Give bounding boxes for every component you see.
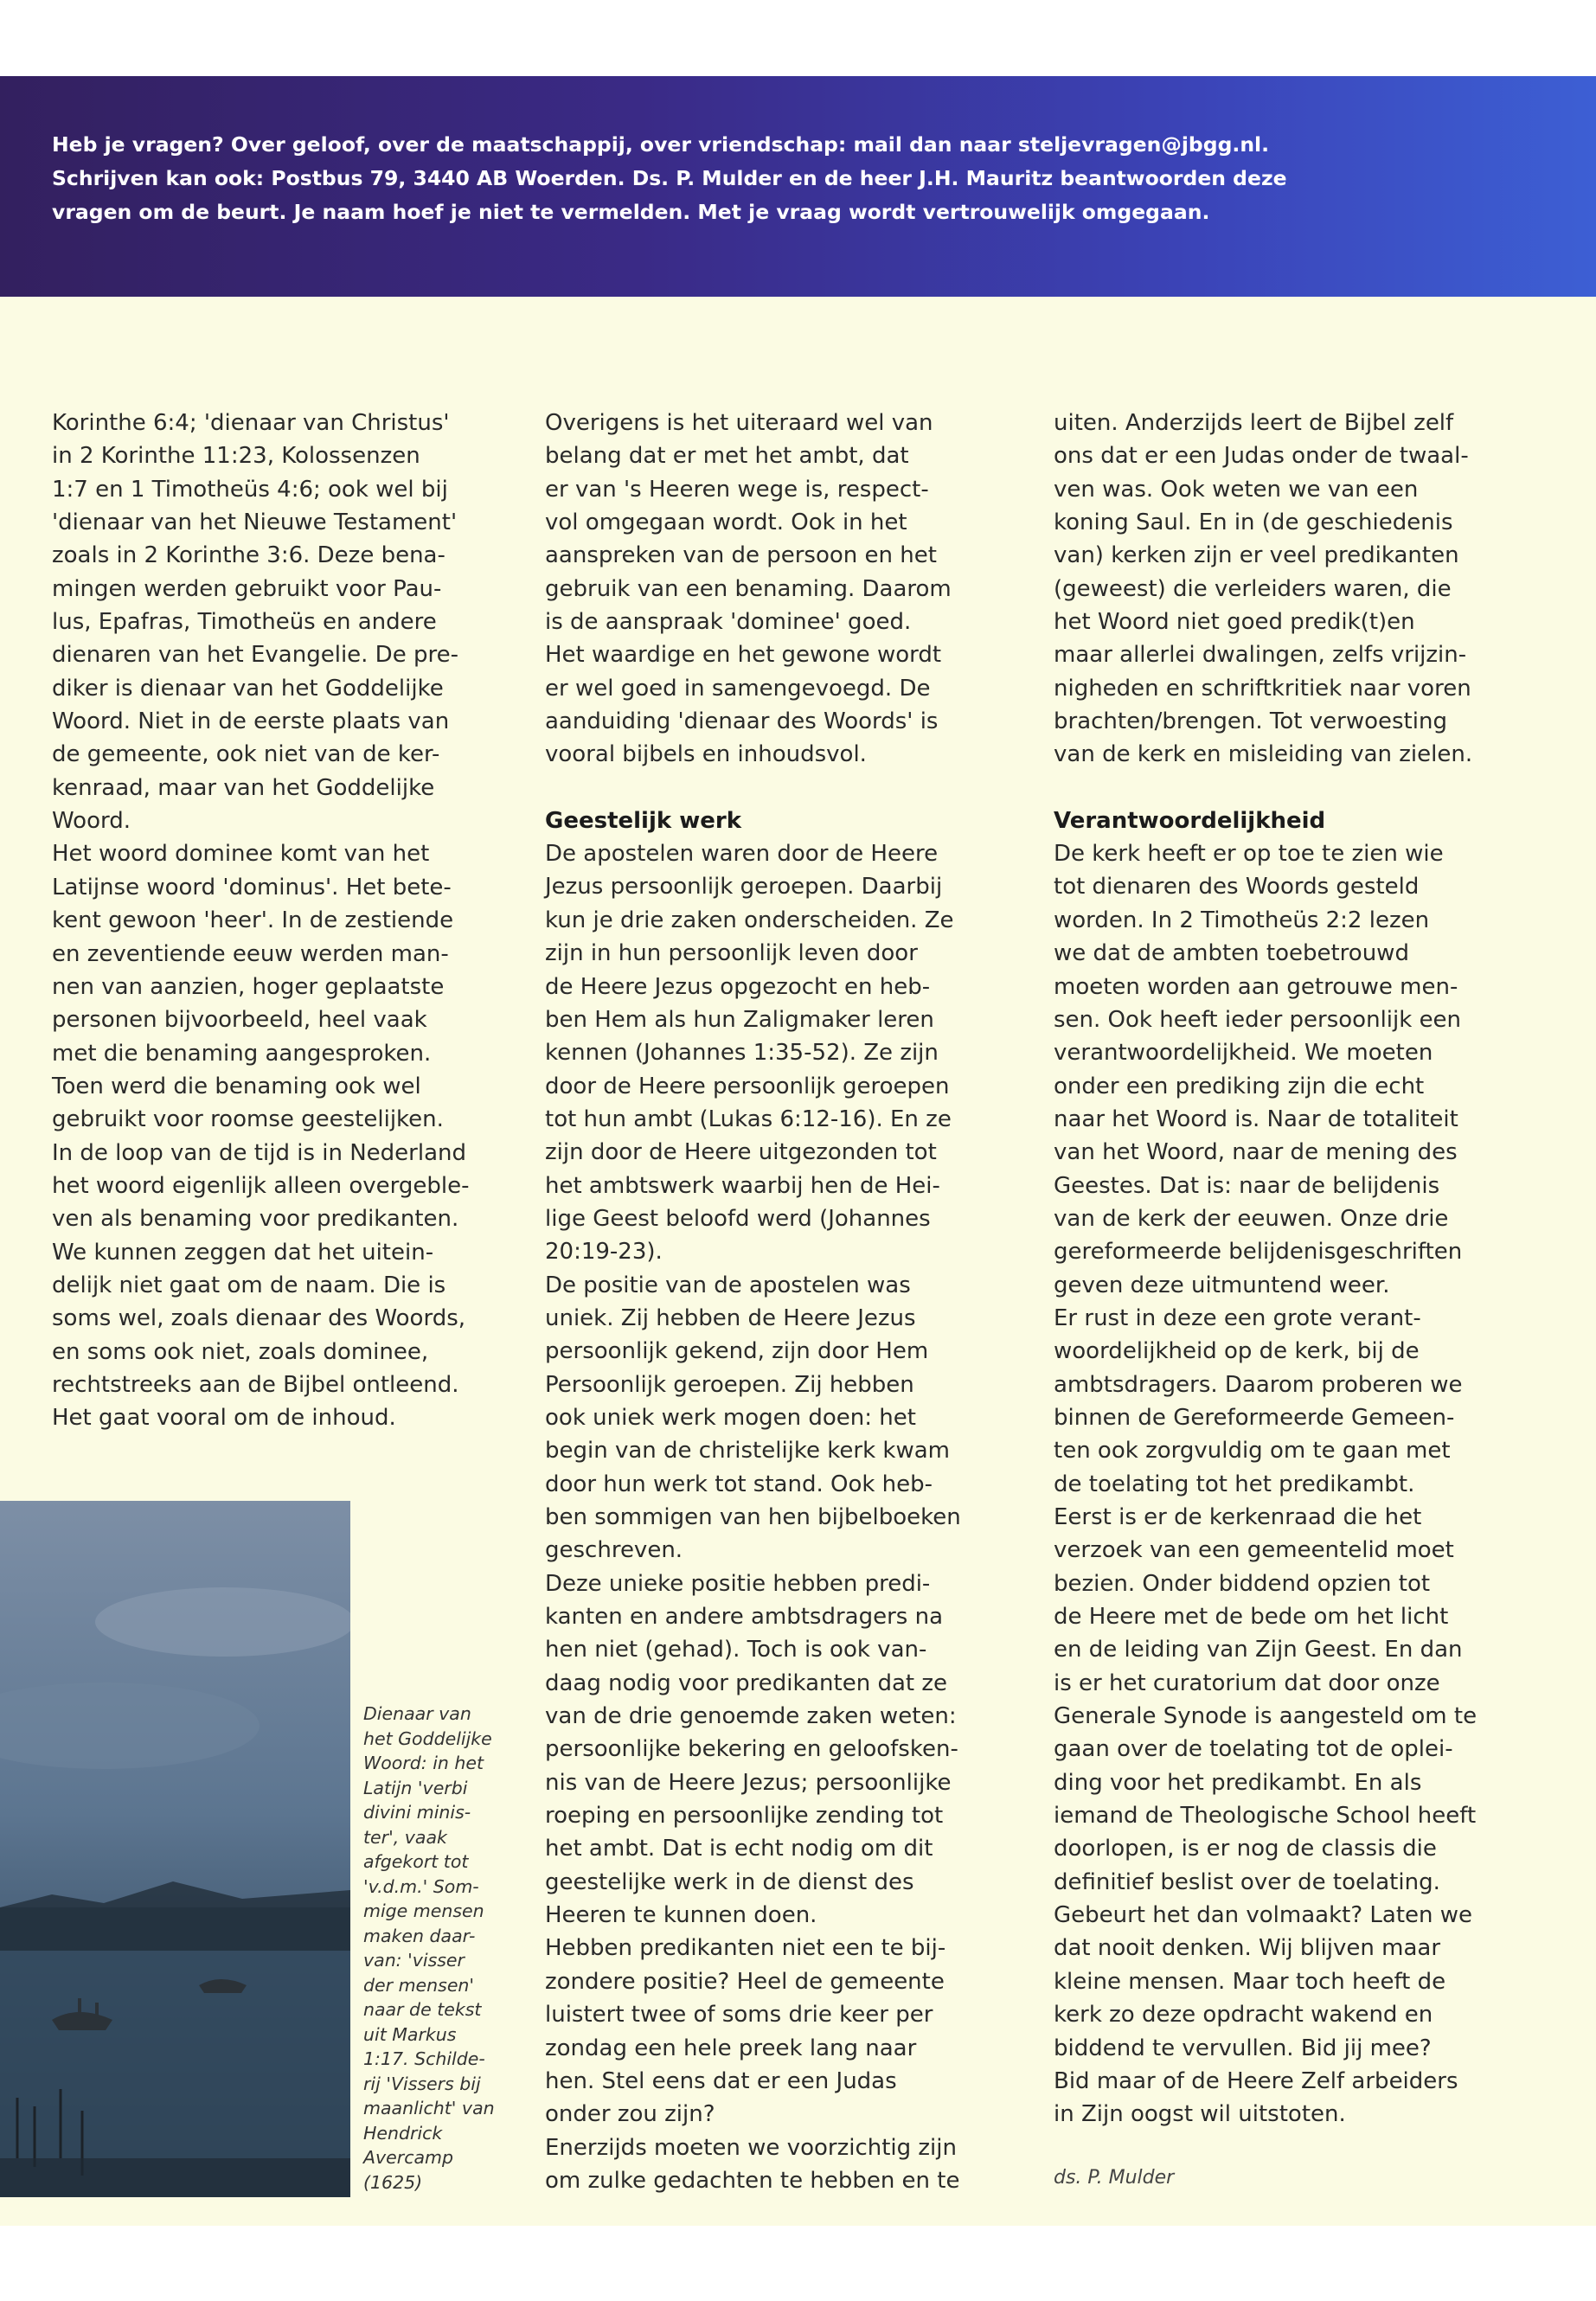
text-line: vooral bijbels en inhoudsvol. [545, 741, 867, 768]
text-line: biddend te vervullen. Bid jij mee? [1054, 2035, 1432, 2061]
text-line: Generale Synode is aangesteld om te [1054, 1703, 1477, 1730]
text-line: zondag een hele preek lang naar [545, 2035, 917, 2061]
text-line: de gemeente, ook niet van de ker- [52, 741, 440, 768]
text-line: definitief beslist over de toelating. [1054, 1868, 1440, 1895]
text-line: begin van de christelijke kerk kwam [545, 1438, 950, 1465]
text-line: 1:17. Schilde- [363, 2048, 485, 2069]
text-line: gaan over de toelating tot de oplei- [1054, 1736, 1453, 1763]
text-line: kanten en andere ambtsdragers na [545, 1604, 944, 1631]
text-line: maken daar- [363, 1925, 476, 1946]
text-line: nen van aanzien, hoger geplaatste [52, 973, 445, 1000]
text-line: In de loop van de tijd is in Nederland [52, 1139, 466, 1166]
text-line: kennen (Johannes 1:35-52). Ze zijn [545, 1040, 939, 1067]
text-line: het ambt. Dat is echt nodig om dit [545, 1836, 933, 1862]
text-line: 'dienaar van het Nieuwe Testament' [52, 510, 458, 536]
text-line: kleine mensen. Maar toch heeft de [1054, 1968, 1446, 1995]
text-line: naar het Woord is. Naar de totaliteit [1054, 1106, 1458, 1132]
text-line: er van 's Heeren wege is, respect- [545, 476, 929, 503]
column-3-body [1054, 837, 1538, 2131]
text-line: Eerst is er de kerkenraad die het [1054, 1504, 1422, 1530]
text-line: ambtsdragers. Daarom proberen we [1054, 1371, 1463, 1398]
text-line: ben Hem als hun Zaligmaker leren [545, 1006, 934, 1033]
text-line: kun je drie zaken onderscheiden. Ze [545, 907, 954, 933]
text-line: Bid maar of de Heere Zelf arbeiders [1054, 2067, 1458, 2094]
column-3-intro [1054, 407, 1538, 772]
text-line: ter', vaak [363, 1826, 447, 1848]
text-line: binnen de Gereformeerde Gemeen- [1054, 1404, 1455, 1431]
text-line: De apostelen waren door de Heere [545, 841, 939, 868]
text-line: lus, Epafras, Timotheüs en andere [52, 609, 437, 636]
text-line: zijn in hun persoonlijk leven door [545, 940, 918, 967]
text-line: onder zou zijn? [545, 2101, 715, 2128]
text-line: van het Woord, naar de mening des [1054, 1139, 1458, 1166]
text-line: Gebeurt het dan volmaakt? Laten we [1054, 1902, 1473, 1929]
text-line: ten ook zorgvuldig om te gaan met [1054, 1438, 1451, 1465]
text-line: de toelating tot het predikambt. [1054, 1471, 1415, 1497]
text-line: Toen werd die benaming ook wel [52, 1073, 421, 1099]
text-line: worden. In 2 Timotheüs 2:2 lezen [1054, 907, 1430, 933]
text-line: Woord. [52, 808, 131, 835]
text-line: brachten/brengen. Tot verwoesting [1054, 708, 1447, 735]
text-line: van de kerk en misleiding van zielen. [1054, 741, 1473, 768]
section-heading-geestelijk-werk: Geestelijk werk [545, 807, 741, 834]
text-line: personen bijvoorbeeld, heel vaak [52, 1007, 427, 1034]
text-line: nigheden en schriftkritiek naar voren [1054, 675, 1471, 702]
text-line: onder een prediking zijn die echt [1054, 1073, 1425, 1099]
text-line: en de leiding van Zijn Geest. En dan [1054, 1637, 1463, 1663]
text-line: van de kerk der eeuwen. Onze drie [1054, 1205, 1449, 1232]
text-line: 'v.d.m.' Som- [363, 1875, 479, 1897]
text-line: hen niet (gehad). Toch is ook van- [545, 1637, 927, 1663]
text-line: sen. Ook heeft ieder persoonlijk een [1054, 1006, 1462, 1033]
text-line: van) kerken zijn er veel predikanten [1054, 542, 1459, 569]
text-line: belang dat er met het ambt, dat [545, 443, 909, 470]
header-banner [0, 76, 1596, 297]
text-line: het woord eigenlijk alleen overgeble- [52, 1172, 470, 1199]
text-line: tot dienaren des Woords gesteld [1054, 874, 1420, 901]
column-2-intro [545, 407, 1029, 772]
text-line: rechtstreeks aan de Bijbel ontleend. [52, 1371, 459, 1398]
text-line: het Woord niet goed predik(t)en [1054, 609, 1415, 636]
painting-image [0, 1501, 350, 2197]
text-line: Hebben predikanten niet een te bij- [545, 1935, 946, 1962]
column-2 [545, 407, 1029, 2197]
text-line: persoonlijke bekering en geloofsken- [545, 1736, 958, 1763]
text-line: dienaren van het Evangelie. De pre- [52, 642, 458, 669]
text-line: geschreven. [545, 1537, 683, 1564]
text-line: Hendrick [363, 2122, 443, 2144]
text-line: van de drie genoemde zaken weten: [545, 1703, 957, 1730]
text-line: geven deze uitmuntend weer. [1054, 1272, 1390, 1298]
header-line: Heb je vragen? Over geloof, over de maatschappij, over vriendschap: mail dan naar steljevragen@jbgg.nl. [52, 132, 1270, 157]
text-line: Het gaat vooral om de inhoud. [52, 1405, 396, 1432]
text-line: 1:7 en 1 Timotheüs 4:6; ook wel bij [52, 476, 448, 503]
header-text [52, 128, 1401, 229]
text-line: de Heere Jezus opgezocht en heb- [545, 973, 931, 1000]
text-line: aanduiding 'dienaar des Woords' is [545, 708, 939, 735]
text-line: Woord: in het [363, 1753, 484, 1773]
text-line: Het waardige en het gewone wordt [545, 642, 942, 669]
text-line: verzoek van een gemeentelid moet [1054, 1537, 1454, 1564]
text-line: zondere positie? Heel de gemeente [545, 1968, 945, 1995]
text-line: kenraad, maar van het Goddelijke [52, 774, 435, 801]
text-line: hen. Stel eens dat er een Judas [545, 2067, 897, 2094]
text-line: rij 'Vissers bij [363, 2073, 481, 2094]
text-line: Overigens is het uiteraard wel van [545, 410, 933, 436]
text-line: Het woord dominee komt van het [52, 841, 430, 868]
text-line: Jezus persoonlijk geroepen. Daarbij [545, 874, 943, 901]
text-line: Er rust in deze een grote verant- [1054, 1304, 1421, 1331]
text-line: dat nooit denken. Wij blijven maar [1054, 1935, 1441, 1962]
section-heading-verantwoordelijkheid: Verantwoordelijkheid [1054, 807, 1326, 834]
text-line: er wel goed in samengevoegd. De [545, 675, 931, 702]
text-line: met die benaming aangesproken. [52, 1040, 432, 1067]
text-line: Dienaar van [363, 1703, 471, 1724]
text-line: Latijn 'verbi [363, 1777, 468, 1798]
text-line: Geestes. Dat is: naar de belijdenis [1054, 1172, 1440, 1199]
text-line: Enerzijds moeten we voorzichtig zijn [545, 2134, 957, 2161]
text-line: zijn door de Heere uitgezonden tot [545, 1139, 937, 1166]
text-line: Avercamp [363, 2147, 454, 2168]
text-line: delijk niet gaat om de naam. Die is [52, 1272, 446, 1298]
text-line: uniek. Zij hebben de Heere Jezus [545, 1304, 916, 1331]
text-line: (1625) [363, 2171, 423, 2193]
text-line: maar allerlei dwalingen, zelfs vrijzin- [1054, 642, 1467, 669]
text-line: ding voor het predikambt. En als [1054, 1769, 1422, 1796]
text-line: uiten. Anderzijds leert de Bijbel zelf [1054, 410, 1454, 436]
text-line: Persoonlijk geroepen. Zij hebben [545, 1371, 914, 1398]
text-line: we dat de ambten toebetrouwd [1054, 940, 1409, 967]
text-line: door de Heere persoonlijk geroepen [545, 1073, 950, 1099]
author-signature: ds. P. Mulder [1054, 2167, 1175, 2189]
column-1 [52, 407, 536, 1435]
text-line: Heeren te kunnen doen. [545, 1902, 817, 1929]
text-line: Woord. Niet in de eerste plaats van [52, 708, 450, 735]
text-line: bezien. Onder biddend opzien tot [1054, 1570, 1431, 1597]
text-line: moeten worden aan getrouwe men- [1054, 973, 1458, 1000]
text-line: is de aanspraak 'dominee' goed. [545, 609, 912, 636]
text-line: om zulke gedachten te hebben en te [545, 2167, 960, 2194]
text-line: verantwoordelijkheid. We moeten [1054, 1040, 1433, 1067]
text-line: gebruikt voor roomse geestelijken. [52, 1106, 444, 1133]
text-line: We kunnen zeggen dat het uitein- [52, 1239, 434, 1266]
text-line: diker is dienaar van het Goddelijke [52, 675, 444, 702]
text-line: geestelijke werk in de dienst des [545, 1868, 914, 1895]
column-3 [1054, 407, 1538, 2131]
text-line: het ambtswerk waarbij hen de Hei- [545, 1172, 940, 1199]
column-2-body [545, 837, 1029, 2197]
text-line: Korinthe 6:4; 'dienaar van Christus' [52, 410, 450, 436]
text-line: mige mensen [363, 1900, 484, 1921]
text-line: doorlopen, is er nog de classis die [1054, 1836, 1437, 1862]
text-line: tot hun ambt (Lukas 6:12-16). En ze [545, 1106, 952, 1132]
header-line: Schrijven kan ook: Postbus 79, 3440 AB Woerden. Ds. P. Mulder en de heer J.H. Mauritz beantwoorden deze [52, 166, 1287, 190]
text-line: kent gewoon 'heer'. In de zestiende [52, 907, 454, 934]
text-line: luistert twee of soms drie keer per [545, 2002, 933, 2029]
text-line: door hun werk tot stand. Ook heb- [545, 1471, 933, 1497]
text-line: en soms ook niet, zoals dominee, [52, 1338, 429, 1365]
text-line: in 2 Korinthe 11:23, Kolossenzen [52, 443, 420, 470]
text-line: de Heere met de bede om het licht [1054, 1604, 1449, 1631]
text-line: ben sommigen van hen bijbelboeken [545, 1504, 961, 1530]
text-line: (geweest) die verleiders waren, die [1054, 575, 1452, 602]
text-line: lige Geest beloofd werd (Johannes [545, 1205, 931, 1232]
text-line: ook uniek werk mogen doen: het [545, 1404, 916, 1431]
text-line: koning Saul. En in (de geschiedenis [1054, 510, 1453, 536]
header-line: vragen om de beurt. Je naam hoef je niet te vermelden. Met je vraag wordt vertrouwelijk omgegaan. [52, 200, 1210, 224]
text-line: ven was. Ook weten we van een [1054, 476, 1419, 503]
text-line: der mensen' [363, 1974, 475, 1996]
text-line: maanlicht' van [363, 2098, 495, 2118]
text-line: van: 'visser [363, 1950, 465, 1971]
text-line: woordelijkheid op de kerk, bij de [1054, 1338, 1420, 1365]
text-line: soms wel, zoals dienaar des Woords, [52, 1305, 466, 1332]
text-line: nis van de Heere Jezus; persoonlijke [545, 1769, 952, 1796]
text-line: Latijnse woord 'dominus'. Het bete- [52, 874, 452, 901]
text-line: iemand de Theologische School heeft [1054, 1803, 1477, 1830]
text-line: en zeventiende eeuw werden man- [52, 940, 449, 967]
text-line: roeping en persoonlijke zending tot [545, 1803, 944, 1830]
text-line: divini minis- [363, 1802, 471, 1823]
text-line: kerk zo deze opdracht wakend en [1054, 2002, 1433, 2029]
text-line: in Zijn oogst wil uitstoten. [1054, 2101, 1346, 2128]
text-line: gereformeerde belijdenisgeschriften [1054, 1239, 1463, 1266]
text-line: ons dat er een Judas onder de twaal- [1054, 443, 1469, 470]
text-line: het Goddelijke [363, 1727, 492, 1749]
text-line: is er het curatorium dat door onze [1054, 1670, 1440, 1696]
text-line: 20:19-23). [545, 1239, 663, 1266]
text-line: vol omgegaan wordt. Ook in het [545, 510, 907, 536]
text-line: De positie van de apostelen was [545, 1272, 911, 1298]
text-line: De kerk heeft er op toe te zien wie [1054, 841, 1444, 868]
text-line: ven als benaming voor predikanten. [52, 1206, 459, 1233]
text-line: aanspreken van de persoon en het [545, 542, 937, 569]
text-line: daag nodig voor predikanten dat ze [545, 1670, 948, 1696]
text-line: mingen werden gebruikt voor Pau- [52, 575, 442, 602]
text-line: Deze unieke positie hebben predi- [545, 1570, 931, 1597]
text-line: uit Markus [363, 2023, 457, 2045]
image-caption [363, 1702, 515, 2195]
text-line: naar de tekst [363, 1999, 482, 2020]
text-line: zoals in 2 Korinthe 3:6. Deze bena- [52, 542, 445, 569]
text-line: afgekort tot [363, 1851, 469, 1872]
text-line: persoonlijk gekend, zijn door Hem [545, 1338, 929, 1365]
text-line: gebruik van een benaming. Daarom [545, 575, 952, 602]
